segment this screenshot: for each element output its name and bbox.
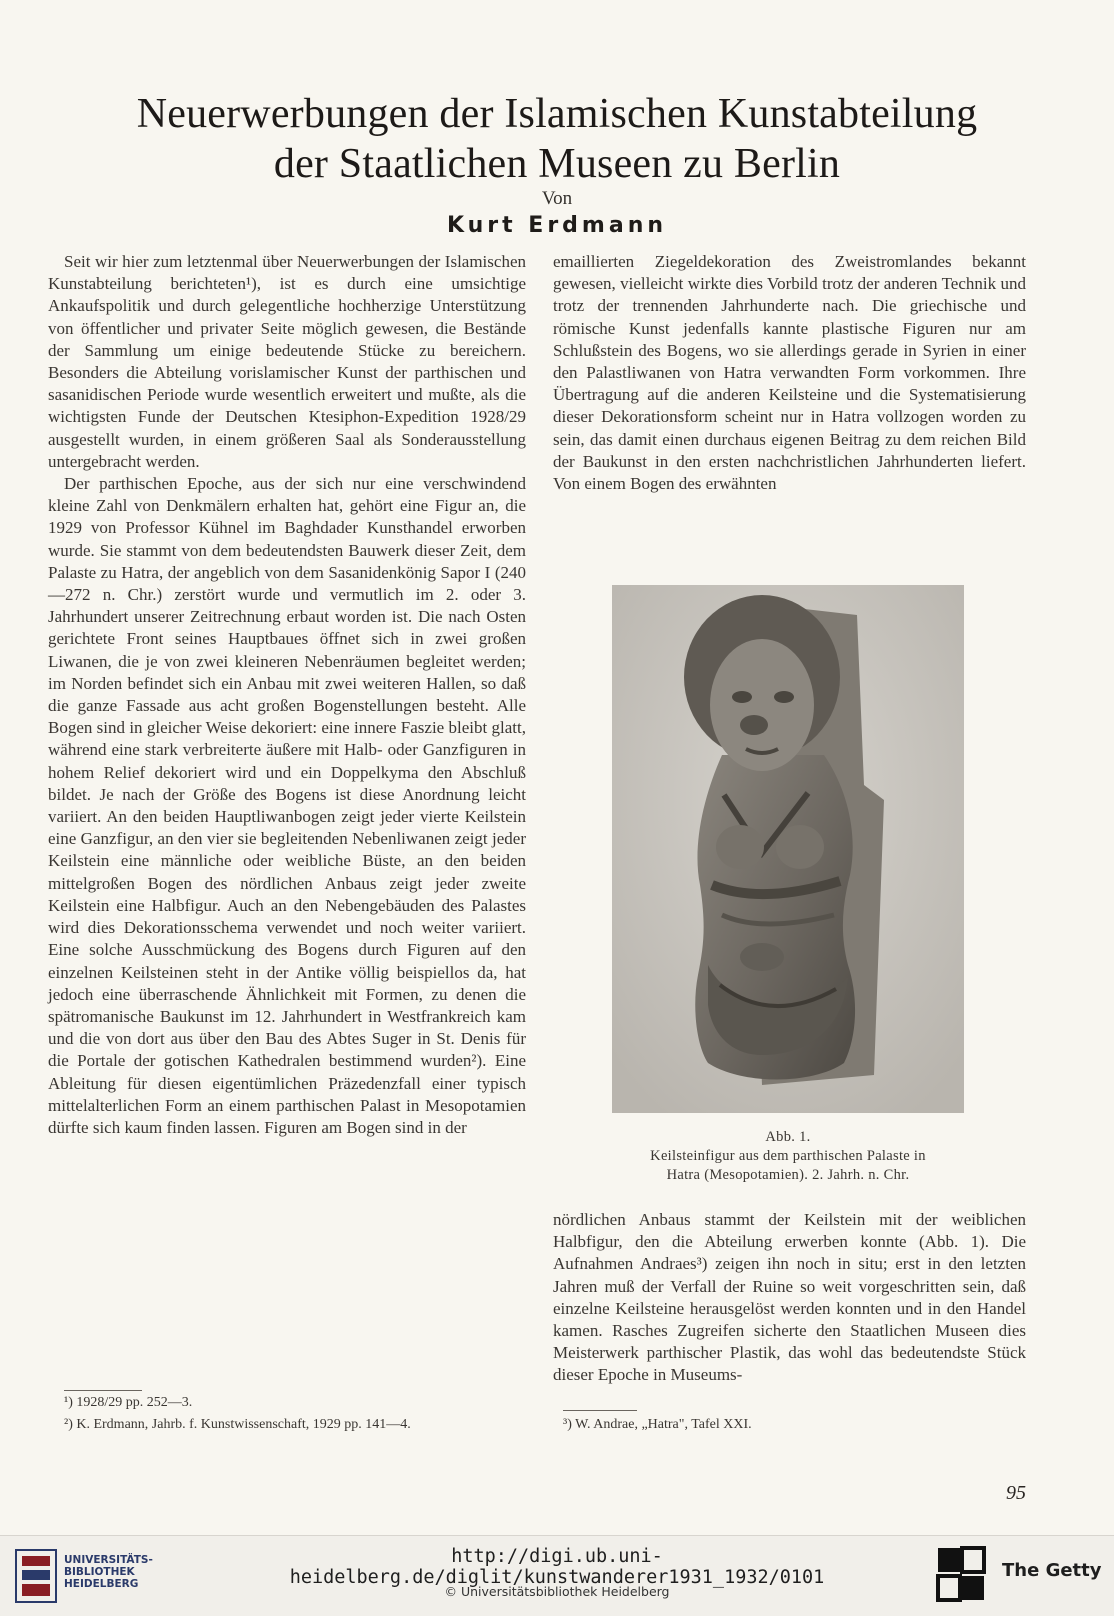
footnote-2: ²) K. Erdmann, Jahrb. f. Kunstwissenschaft, 1929 pp. 141—4.	[64, 1417, 411, 1432]
getty-logo-icon	[936, 1546, 986, 1602]
getty-name: The Getty	[1002, 1560, 1102, 1581]
paragraph-1: Seit wir hier zum letztenmal über Neuerwerbungen der Islamischen Kunstabteilung berichteten¹), ist es durch eine umsichtige Ankaufspolitik und durch gelegentliche hochherzige Unterstützung von öffentlicher und privater Seite möglich gewesen, die Bestände der Sammlung um einige bedeutende Stücke zu bereichern. Besonders die Abteilung vorislamischer Kunst der parthischen und sasanidischen Periode wurde wesentlich erweitert und mußte, als die wichtigsten Funde der Deutschen Ktesiphon-Expedition 1928/29 ausgestellt wurden, in einem größeren Saal als Sonderausstellung untergebracht werden.	[48, 252, 526, 471]
figure-caption	[588, 1128, 988, 1185]
right-column-bottom	[553, 1209, 1026, 1387]
footnote-rule-right	[563, 1410, 637, 1411]
keilstein-figure-image	[612, 585, 964, 1113]
author-name: Kurt Erdmann	[446, 213, 668, 238]
caption-line-1: Keilsteinfigur aus dem parthischen Palaste in	[650, 1148, 926, 1164]
sculpture-photo	[612, 585, 964, 1113]
viewer-footer	[0, 1535, 1114, 1616]
permalink-url[interactable]: http://digi.ub.uni-heidelberg.de/diglit/kunstwanderer1931_1932/0101	[289, 1546, 825, 1588]
paragraph-right-bottom: nördlichen Anbaus stammt der Keilstein mit der weiblichen Halbfigur, den die Abteilung erwerben konnte (Abb. 1). Die Aufnahmen Andraes³) zeigen ihn noch in situ; erst in den letzten Jahren muß der Verfall der Ruine so weit vorgeschritten sein, daß einzelne Keilsteine herausgelöst werden konnten und in den Handel kamen. Rasches Zugreifen sicherte den Staatlichen Museen dies Meisterwerk parthischer Plastik, das wohl das bedeutendste Stück dieser Epoche in Museums-	[553, 1210, 1026, 1385]
footnote-3: ³) W. Andrae, „Hatra", Tafel XXI.	[563, 1417, 752, 1432]
left-column	[48, 251, 526, 1139]
library-name: UNIVERSITÄTS- BIBLIOTHEK HEIDELBERG	[64, 1554, 153, 1590]
article-title-line-2: der Staatlichen Museen zu Berlin	[273, 141, 841, 187]
copyright-notice: © Universitätsbibliothek Heidelberg	[444, 1584, 670, 1599]
footnote-1: ¹) 1928/29 pp. 252—3.	[64, 1395, 193, 1410]
byline-von: Von	[541, 188, 573, 209]
caption-line-2: Hatra (Mesopotamien). 2. Jahrh. n. Chr.	[666, 1167, 910, 1183]
paragraph-right-top: emaillierten Ziegeldekoration des Zweistromlandes bekannt gewesen, vielleicht wirkte dies Vorbild trotz der anderen Technik und trotz der trennenden Jahrhunderte nach. Die griechische und römische Kunst jedenfalls kannte plastische Figuren nur am Schlußstein des Bogens, wo sie allerdings gerade in Syrien in einer den Palastliwanen von Hatra verwandten Form vorkommen. Ihre Übertragung auf die anderen Keilsteine und die Systematisierung dieser Dekorationsform scheint nur in Hatra vollzogen worden zu sein, das damit einen durchaus eigenen Beitrag zu dem reichen Bild der Baukunst in den ersten nachchristlichen Jahrhunderten liefert. Von einem Bogen des erwähnten	[553, 252, 1026, 494]
footnote-rule-left	[64, 1390, 142, 1391]
heidelberg-library-logo-icon	[14, 1548, 58, 1604]
figure-label: Abb. 1.	[765, 1129, 811, 1145]
paragraph-2: Der parthischen Epoche, aus der sich nur eine verschwindend kleine Zahl von Denkmälern erhalten hat, gehört eine Figur an, die 1929 von Professor Kühnel im Baghdader Kunsthandel erworben wurde. Sie stammt von dem bedeutendsten Bauwerk dieser Zeit, dem Palaste zu Hatra, der angeblich von dem Sasanidenkönig Sapor I (240—272 n. Chr.) zerstört wurde und vermutlich im 2. oder 3. Jahrhundert unserer Zeitrechnung erbaut worden ist. Die nach Osten gerichtete Front seines Hauptbaues öffnet sich in zwei großen Liwanen, die je von zwei kleineren Nebenräumen begleitet werden; im Norden befindet sich ein Anbau mit zwei weiteren Hallen, so daß die ganze Fassade aus acht großen Bogenstellungen besteht. Alle Bogen sind in gleicher Weise dekoriert: eine innere Faszie bleibt glatt, während eine stark verbreiterte äußere mit Halb- oder Ganzfiguren in hohem Relief dekoriert wird und ein Doppelkyma den Abschluß bildet. Je nach der Größe des Bogens ist diese Anordnung leicht variiert. An den beiden Hauptliwanbogen zeigt jeder vierte Keilstein eine Ganzfigur, an den vier sie begleitenden Nebenliwanen zeigt jeder Keilstein eine männliche oder weibliche Büste, an den beiden mittelgroßen Bogen des nördlichen Anbaus zeigt jeder zweite Keilstein eine Halbfigur. Auch an den Nebengebäuden des Palastes wird dies Dekorationsschema verwendet und noch weiter variiert. Eine solche Ausschmückung des Bogens durch Figuren auf den einzelnen Keilsteinen steht in der Antike völlig beispiellos da, hat jedoch eine überraschende Ähnlichkeit mit Formen, zu denen die spätromanische Baukunst im 12. Jahrhundert in Westfrankreich kam und die von dort aus über den Bau des Abtes Suger in St. Denis für die Portale der gotischen Kathedralen bestimmend wurden²). Eine Ableitung für diesen eigentümlichen Präzedenzfall einer typisch mittelalterlichen Form an einem parthischen Palast in Mesopotamien dürfte sich kaum finden lassen. Figuren am Bogen sind in der	[48, 474, 526, 1137]
right-column-top	[553, 251, 1026, 495]
page-number: 95	[1006, 1482, 1026, 1504]
article-title-line-1: Neuerwerbungen der Islamischen Kunstabteilung	[136, 91, 978, 137]
